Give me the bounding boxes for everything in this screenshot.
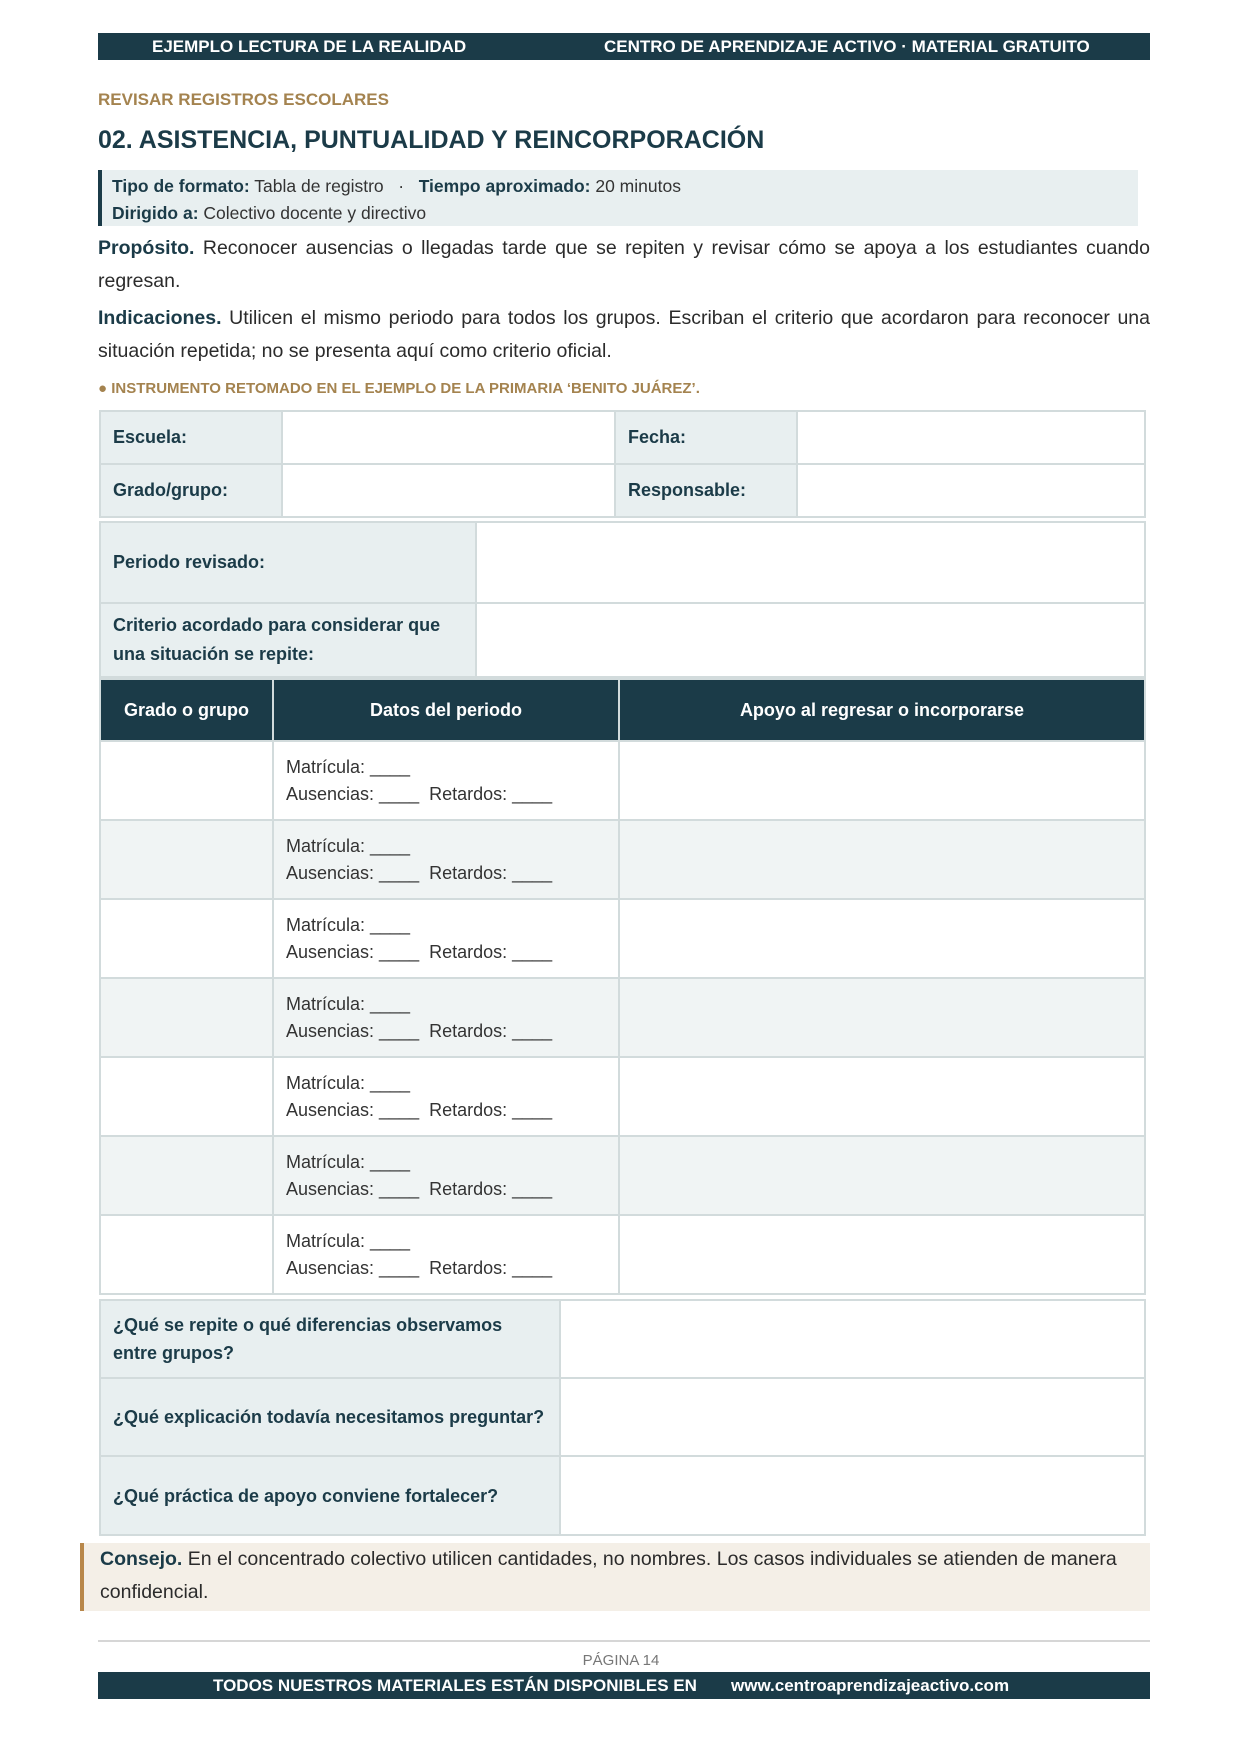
enrollment-line: Matrícula: ____ [286, 835, 411, 856]
grade-cell[interactable] [100, 820, 273, 899]
support-cell[interactable] [619, 978, 1145, 1057]
column-header-period-data: Datos del periodo [273, 679, 619, 741]
time-value: 20 minutos [595, 176, 681, 196]
support-cell[interactable] [619, 899, 1145, 978]
meta-separator: · [398, 176, 405, 196]
absences-line: Ausencias: ____ [286, 1099, 420, 1120]
table-row [100, 978, 1145, 1057]
column-header-grade: Grado o grupo [100, 679, 273, 741]
format-label: Tipo de formato: [112, 176, 250, 196]
reflection-answer-2[interactable] [560, 1378, 1145, 1456]
support-cell[interactable] [619, 820, 1145, 899]
purpose-paragraph [98, 232, 1150, 298]
tardies-line: Retardos: ____ [429, 1178, 553, 1199]
table-row [100, 1057, 1145, 1136]
table-row [100, 1215, 1145, 1294]
column-header-support: Apoyo al regresar o incorporarse [619, 679, 1145, 741]
grade-label: Grado/grupo: [100, 464, 282, 517]
header-right-text: CENTRO DE APRENDIZAJE ACTIVO · MATERIAL GRATUITO [604, 36, 1090, 56]
table-row [100, 899, 1145, 978]
period-data-cell[interactable] [273, 741, 619, 820]
reflection-table [99, 1299, 1146, 1536]
support-cell[interactable] [619, 741, 1145, 820]
purpose-label: Propósito. [98, 237, 195, 259]
grade-cell[interactable] [100, 899, 273, 978]
absences-line: Ausencias: ____ [286, 1020, 420, 1041]
grade-cell[interactable] [100, 1136, 273, 1215]
date-label: Fecha: [615, 411, 797, 464]
tardies-line: Retardos: ____ [429, 1099, 553, 1120]
criterion-label: Criterio acordado para considerar que una situación se repite: [100, 603, 476, 677]
responsible-field[interactable] [797, 464, 1145, 517]
grade-cell[interactable] [100, 741, 273, 820]
absences-line: Ausencias: ____ [286, 783, 420, 804]
tip-box [80, 1543, 1150, 1611]
instructions-text: Utilicen el mismo periodo para todos los grupos. Escriban el criterio que acordaron para reconocer una situación repetida; no se presenta aquí como criterio oficial. [98, 307, 1150, 362]
school-field[interactable] [282, 411, 615, 464]
time-label: Tiempo aproximado: [418, 176, 591, 196]
enrollment-line: Matrícula: ____ [286, 756, 411, 777]
table-row [100, 820, 1145, 899]
instructions-label: Indicaciones. [98, 307, 222, 329]
page-number: PÁGINA 14 [582, 1652, 660, 1669]
purpose-text: Reconocer ausencias o llegadas tarde que se repiten y revisar cómo se apoya a los estudiantes cuando regresan. [98, 237, 1150, 292]
absences-line: Ausencias: ____ [286, 1257, 420, 1278]
period-label: Periodo revisado: [100, 522, 476, 603]
reflection-answer-3[interactable] [560, 1456, 1145, 1535]
tardies-line: Retardos: ____ [429, 1257, 553, 1278]
record-table [99, 678, 1146, 1295]
header-left-text: EJEMPLO LECTURA DE LA REALIDAD [152, 36, 467, 56]
table-row [100, 1136, 1145, 1215]
support-cell[interactable] [619, 1215, 1145, 1294]
enrollment-line: Matrícula: ____ [286, 1072, 411, 1093]
school-label: Escuela: [100, 411, 282, 464]
enrollment-line: Matrícula: ____ [286, 993, 411, 1014]
date-field[interactable] [797, 411, 1145, 464]
period-data-cell[interactable] [273, 978, 619, 1057]
table-row [100, 741, 1145, 820]
instructions-paragraph [98, 302, 1150, 368]
header-bar [98, 33, 1150, 60]
grade-field[interactable] [282, 464, 615, 517]
period-data-cell[interactable] [273, 820, 619, 899]
tip-text: En el concentrado colectivo utilicen cantidades, no nombres. Los casos individuales se atienden de manera confidencial. [100, 1548, 1117, 1603]
format-value: Tabla de registro [254, 176, 384, 196]
instrument-note: ● INSTRUMENTO RETOMADO EN EL EJEMPLO DE LA PRIMARIA ‘BENITO JUÁREZ’. [98, 380, 700, 397]
absences-line: Ausencias: ____ [286, 941, 420, 962]
enrollment-line: Matrícula: ____ [286, 914, 411, 935]
period-data-cell[interactable] [273, 1136, 619, 1215]
audience-value: Colectivo docente y directivo [203, 203, 427, 223]
criterion-field[interactable] [476, 603, 1145, 677]
footer-divider [98, 1640, 1150, 1642]
reflection-question-3: ¿Qué práctica de apoyo conviene fortalecer? [100, 1456, 560, 1535]
period-data-cell[interactable] [273, 1057, 619, 1136]
grade-cell[interactable] [100, 1215, 273, 1294]
enrollment-line: Matrícula: ____ [286, 1151, 411, 1172]
absences-line: Ausencias: ____ [286, 1178, 420, 1199]
form-header-table [99, 410, 1146, 518]
absences-line: Ausencias: ____ [286, 862, 420, 883]
tip-label: Consejo. [100, 1548, 183, 1570]
audience-label: Dirigido a: [112, 203, 199, 223]
tardies-line: Retardos: ____ [429, 1020, 553, 1041]
tardies-line: Retardos: ____ [429, 783, 553, 804]
footer-availability-text: TODOS NUESTROS MATERIALES ESTÁN DISPONIBLES EN [213, 1676, 697, 1695]
reflection-answer-1[interactable] [560, 1300, 1145, 1378]
section-kicker: REVISAR REGISTROS ESCOLARES [98, 90, 389, 109]
page-title: 02. ASISTENCIA, PUNTUALIDAD Y REINCORPORACIÓN [98, 126, 765, 154]
period-data-cell[interactable] [273, 1215, 619, 1294]
support-cell[interactable] [619, 1057, 1145, 1136]
period-data-cell[interactable] [273, 899, 619, 978]
support-cell[interactable] [619, 1136, 1145, 1215]
period-table [99, 521, 1146, 678]
reflection-question-2: ¿Qué explicación todavía necesitamos preguntar? [100, 1378, 560, 1456]
enrollment-line: Matrícula: ____ [286, 1230, 411, 1251]
tardies-line: Retardos: ____ [429, 862, 553, 883]
grade-cell[interactable] [100, 978, 273, 1057]
format-meta-box [98, 170, 1138, 226]
grade-cell[interactable] [100, 1057, 273, 1136]
footer-url-link[interactable]: www.centroaprendizajeactivo.com [731, 1676, 1010, 1695]
reflection-question-1: ¿Qué se repite o qué diferencias observamos entre grupos? [100, 1300, 560, 1378]
period-field[interactable] [476, 522, 1145, 603]
footer-bar [98, 1672, 1150, 1699]
tardies-line: Retardos: ____ [429, 941, 553, 962]
responsible-label: Responsable: [615, 464, 797, 517]
